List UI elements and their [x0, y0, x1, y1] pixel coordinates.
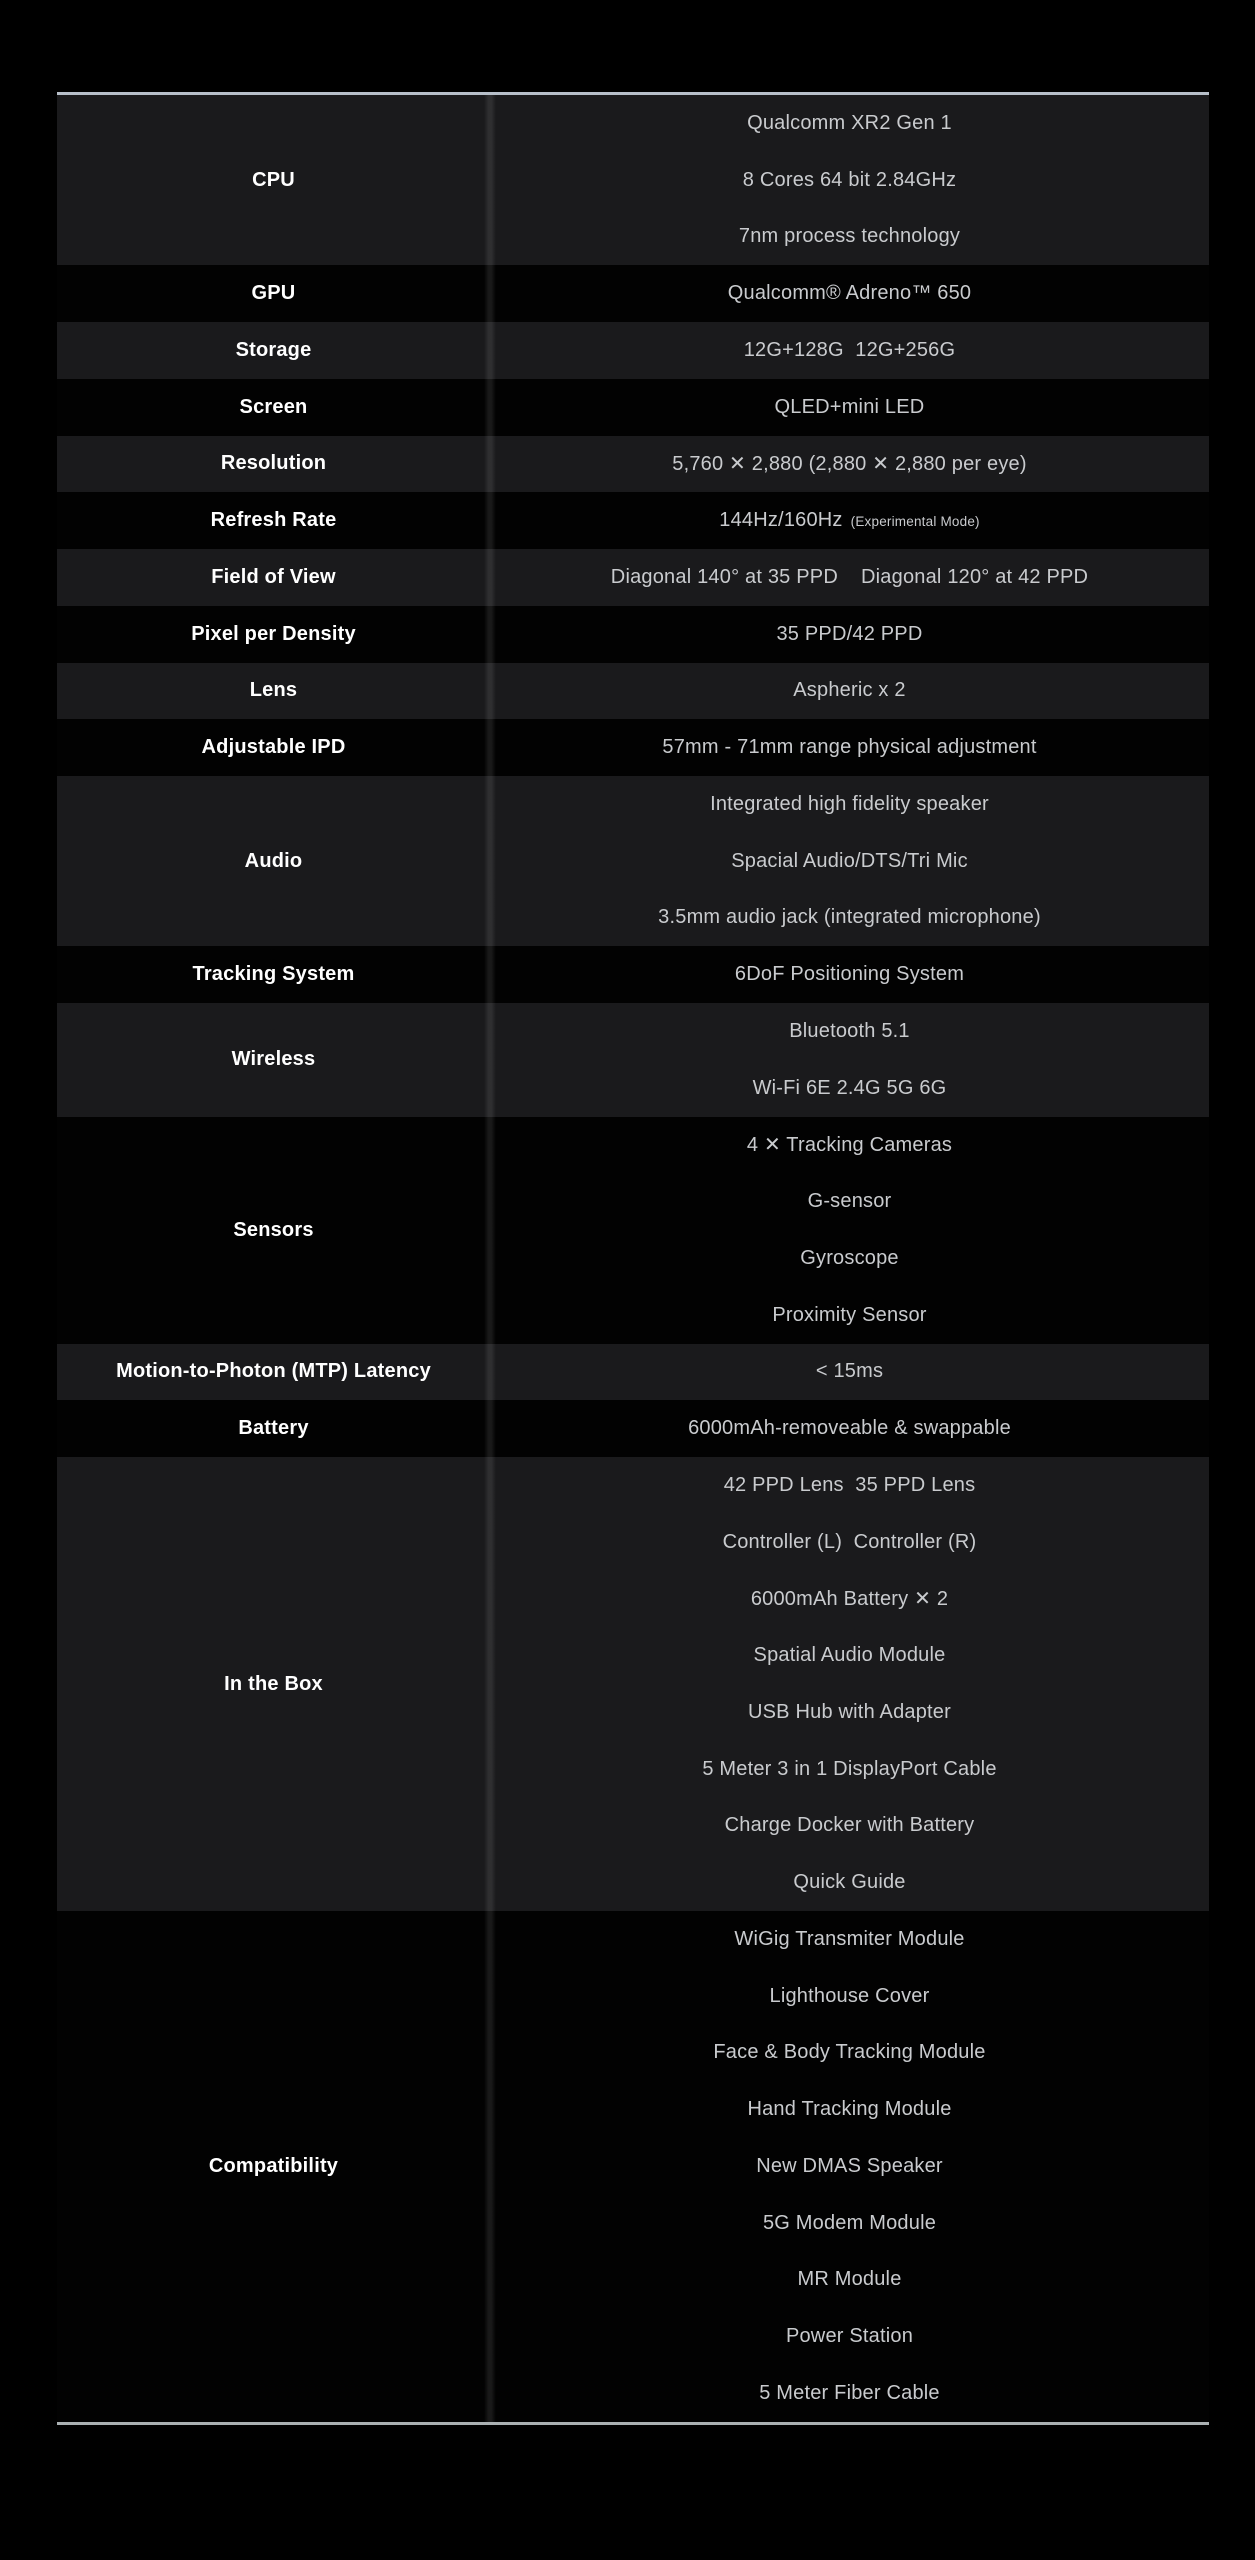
spec-value-line: [490, 1741, 1209, 1798]
spec-row-storage: [57, 322, 1209, 379]
spec-value-text: Proximity Sensor: [772, 1303, 927, 1326]
spec-value-text: 57mm - 71mm range physical adjustment: [662, 736, 1037, 759]
spec-value-text: WiGig Transmiter Module: [734, 1927, 965, 1950]
spec-value-line: [490, 1230, 1209, 1287]
spec-label: Field of View: [211, 565, 336, 588]
spec-row-pixel-per-density: [57, 606, 1209, 663]
spec-row-resolution: [57, 436, 1209, 493]
spec-value-text: 4 ✕ Tracking Cameras: [746, 1134, 953, 1157]
spec-value-cell: [490, 776, 1209, 946]
spec-value-line: [490, 1400, 1209, 1457]
spec-label: Screen: [239, 395, 308, 418]
spec-label-cell: [57, 719, 490, 776]
spec-value-line: [490, 95, 1209, 152]
spec-value-line: [490, 1117, 1209, 1174]
spec-value-line: [490, 549, 1209, 606]
spec-value-text: Hand Tracking Module: [747, 2098, 952, 2121]
spec-label: Audio: [244, 849, 303, 872]
spec-value-line: [490, 946, 1209, 1003]
spec-label: Lens: [249, 679, 298, 702]
spec-value-line: [490, 1798, 1209, 1855]
spec-value-text: Spacial Audio/DTS/Tri Mic: [731, 849, 968, 872]
spec-value-text: Integrated high fidelity speaker: [710, 792, 989, 815]
spec-label: Refresh Rate: [210, 509, 337, 532]
spec-value-cell: [490, 436, 1209, 493]
spec-value-line: [490, 2365, 1209, 2422]
spec-value-text: Face & Body Tracking Module: [713, 2041, 986, 2064]
spec-value-text: 35 PPD/42 PPD: [776, 622, 923, 645]
spec-value-cell: [490, 95, 1209, 265]
spec-value-line: [490, 1287, 1209, 1344]
spec-label-cell: [57, 549, 490, 606]
spec-value-text: Controller (L) Controller (R): [722, 1530, 977, 1553]
spec-value-line: [490, 1173, 1209, 1230]
spec-value-text: Wi-Fi 6E 2.4G 5G 6G: [752, 1076, 947, 1099]
spec-label-cell: [57, 379, 490, 436]
spec-label: Battery: [238, 1417, 309, 1440]
spec-value-cell: [490, 322, 1209, 379]
spec-value-cell: [490, 946, 1209, 1003]
spec-row-cpu: [57, 95, 1209, 265]
spec-value-text: Charge Docker with Battery: [724, 1814, 975, 1837]
spec-value-text: Diagonal 140° at 35 PPD Diagonal 120° at 42 PPD: [610, 565, 1089, 588]
spec-label: Tracking System: [192, 963, 355, 986]
spec-value-text: 5 Meter Fiber Cable: [759, 2381, 940, 2404]
spec-value-line: [490, 1968, 1209, 2025]
spec-value-text: 5,760 ✕ 2,880 (2,880 ✕ 2,880 per eye): [672, 453, 1027, 476]
spec-value-cell: [490, 1117, 1209, 1344]
spec-value-line: [490, 2138, 1209, 2195]
spec-value-text: 6DoF Positioning System: [734, 963, 965, 986]
spec-value-cell: [490, 1400, 1209, 1457]
spec-value-text: MR Module: [797, 2268, 902, 2291]
spec-value-cell: [490, 606, 1209, 663]
spec-value-text: 3.5mm audio jack (integrated microphone): [658, 906, 1041, 929]
spec-value-line: [490, 890, 1209, 947]
spec-value-line: [490, 2081, 1209, 2138]
spec-value-text: 5 Meter 3 in 1 DisplayPort Cable: [702, 1757, 997, 1780]
spec-value-line: [490, 379, 1209, 436]
spec-value-cell: [490, 663, 1209, 720]
spec-value-line: [490, 2252, 1209, 2309]
spec-value-text: 144Hz/160Hz: [719, 509, 843, 532]
spec-value-text: Qualcomm XR2 Gen 1: [747, 111, 952, 134]
spec-value-text: 5G Modem Module: [762, 2211, 937, 2234]
spec-value-line: [490, 492, 1209, 549]
spec-value-text: 7nm process technology: [738, 225, 961, 248]
spec-value-line: [490, 1060, 1209, 1117]
spec-label: Wireless: [231, 1048, 316, 1071]
spec-value-text: Power Station: [785, 2325, 914, 2348]
spec-value-line: [490, 2025, 1209, 2082]
spec-label: In the Box: [224, 1672, 323, 1695]
spec-row-wireless: [57, 1003, 1209, 1117]
spec-value-line: [490, 1684, 1209, 1741]
spec-value-line: [490, 322, 1209, 379]
spec-value-line: [490, 152, 1209, 209]
spec-label-cell: [57, 946, 490, 1003]
spec-value-text: G-sensor: [807, 1190, 892, 1213]
spec-label-cell: [57, 95, 490, 265]
spec-value-text: QLED+mini LED: [774, 395, 925, 418]
spec-label-cell: [57, 436, 490, 493]
spec-value-text: < 15ms: [815, 1360, 884, 1383]
spec-value-text: 42 PPD Lens 35 PPD Lens: [723, 1473, 976, 1496]
spec-value-line: [490, 833, 1209, 890]
spec-value-text: Gyroscope: [800, 1246, 899, 1269]
spec-value-line: [490, 1003, 1209, 1060]
spec-value-line: [490, 776, 1209, 833]
spec-row-lens: [57, 663, 1209, 720]
spec-label-cell: [57, 265, 490, 322]
spec-row-refresh-rate: [57, 492, 1209, 549]
spec-label: Compatibility: [208, 2154, 339, 2177]
spec-value-text: Bluetooth 5.1: [789, 1019, 910, 1042]
spec-value-line: [490, 1627, 1209, 1684]
spec-value-text: 8 Cores 64 bit 2.84GHz: [742, 168, 957, 191]
spec-label-cell: [57, 1400, 490, 1457]
spec-value-cell: [490, 492, 1209, 549]
spec-label: CPU: [252, 168, 295, 191]
spec-label-cell: [57, 663, 490, 720]
spec-value-cell: [490, 265, 1209, 322]
spec-label-cell: [57, 776, 490, 946]
spec-value-cell: [490, 379, 1209, 436]
spec-rows-container: [57, 95, 1209, 2422]
spec-label-cell: [57, 322, 490, 379]
spec-value-line: [490, 209, 1209, 266]
spec-label-cell: [57, 1117, 490, 1344]
spec-row-gpu: [57, 265, 1209, 322]
spec-label-cell: [57, 1911, 490, 2422]
spec-value-line: [490, 1514, 1209, 1571]
spec-value-cell: [490, 1003, 1209, 1117]
spec-value-line: [490, 436, 1209, 493]
spec-value-line: [490, 1911, 1209, 1968]
spec-value-cell: [490, 719, 1209, 776]
spec-row-in-the-box: [57, 1457, 1209, 1911]
spec-label-cell: [57, 1457, 490, 1911]
spec-row-field-of-view: [57, 549, 1209, 606]
spec-label-cell: [57, 606, 490, 663]
spec-label: Storage: [235, 338, 312, 361]
spec-label: Motion-to-Photon (MTP) Latency: [116, 1360, 431, 1383]
spec-value-suffix-small: (Experimental Mode): [850, 514, 980, 530]
spec-value-cell: [490, 549, 1209, 606]
spec-label-cell: [57, 1003, 490, 1117]
spec-value-line: [490, 719, 1209, 776]
spec-value-text: Quick Guide: [793, 1871, 906, 1894]
spec-row-compatibility: [57, 1911, 1209, 2422]
spec-row-tracking-system: [57, 946, 1209, 1003]
spec-value-text: Lighthouse Cover: [769, 1984, 930, 2007]
spec-value-cell: [490, 1457, 1209, 1911]
spec-row-sensors: [57, 1117, 1209, 1344]
spec-value-cell: [490, 1911, 1209, 2422]
spec-row-screen: [57, 379, 1209, 436]
spec-label: Adjustable IPD: [201, 736, 346, 759]
spec-value-text: 6000mAh-removeable & swappable: [688, 1417, 1011, 1440]
spec-row-motion-to-photon-mtp-latency: [57, 1344, 1209, 1401]
spec-row-adjustable-ipd: [57, 719, 1209, 776]
spec-label: Pixel per Density: [191, 622, 356, 645]
spec-value-text: Aspheric x 2: [793, 679, 906, 702]
spec-value-line: [490, 2308, 1209, 2365]
spec-value-line: [490, 1854, 1209, 1911]
spec-value-cell: [490, 1344, 1209, 1401]
spec-label-cell: [57, 492, 490, 549]
spec-value-line: [490, 606, 1209, 663]
spec-value-text: 12G+128G 12G+256G: [743, 338, 956, 361]
spec-value-line: [490, 1344, 1209, 1401]
spec-row-audio: [57, 776, 1209, 946]
spec-label: GPU: [251, 282, 296, 305]
spec-value-line: [490, 1571, 1209, 1628]
spec-value-line: [490, 265, 1209, 322]
spec-table: [57, 92, 1209, 2425]
spec-value-text: Spatial Audio Module: [753, 1644, 946, 1667]
spec-label: Resolution: [220, 452, 327, 475]
spec-value-line: [490, 663, 1209, 720]
spec-label: Sensors: [233, 1218, 314, 1241]
spec-value-line: [490, 1457, 1209, 1514]
spec-value-text: 6000mAh Battery ✕ 2: [750, 1588, 949, 1611]
spec-value-text: USB Hub with Adapter: [748, 1700, 951, 1723]
spec-label-cell: [57, 1344, 490, 1401]
spec-value-text: New DMAS Speaker: [756, 2154, 943, 2177]
spec-value-text: Qualcomm® Adreno™ 650: [727, 282, 972, 305]
spec-value-line: [490, 2195, 1209, 2252]
spec-row-battery: [57, 1400, 1209, 1457]
